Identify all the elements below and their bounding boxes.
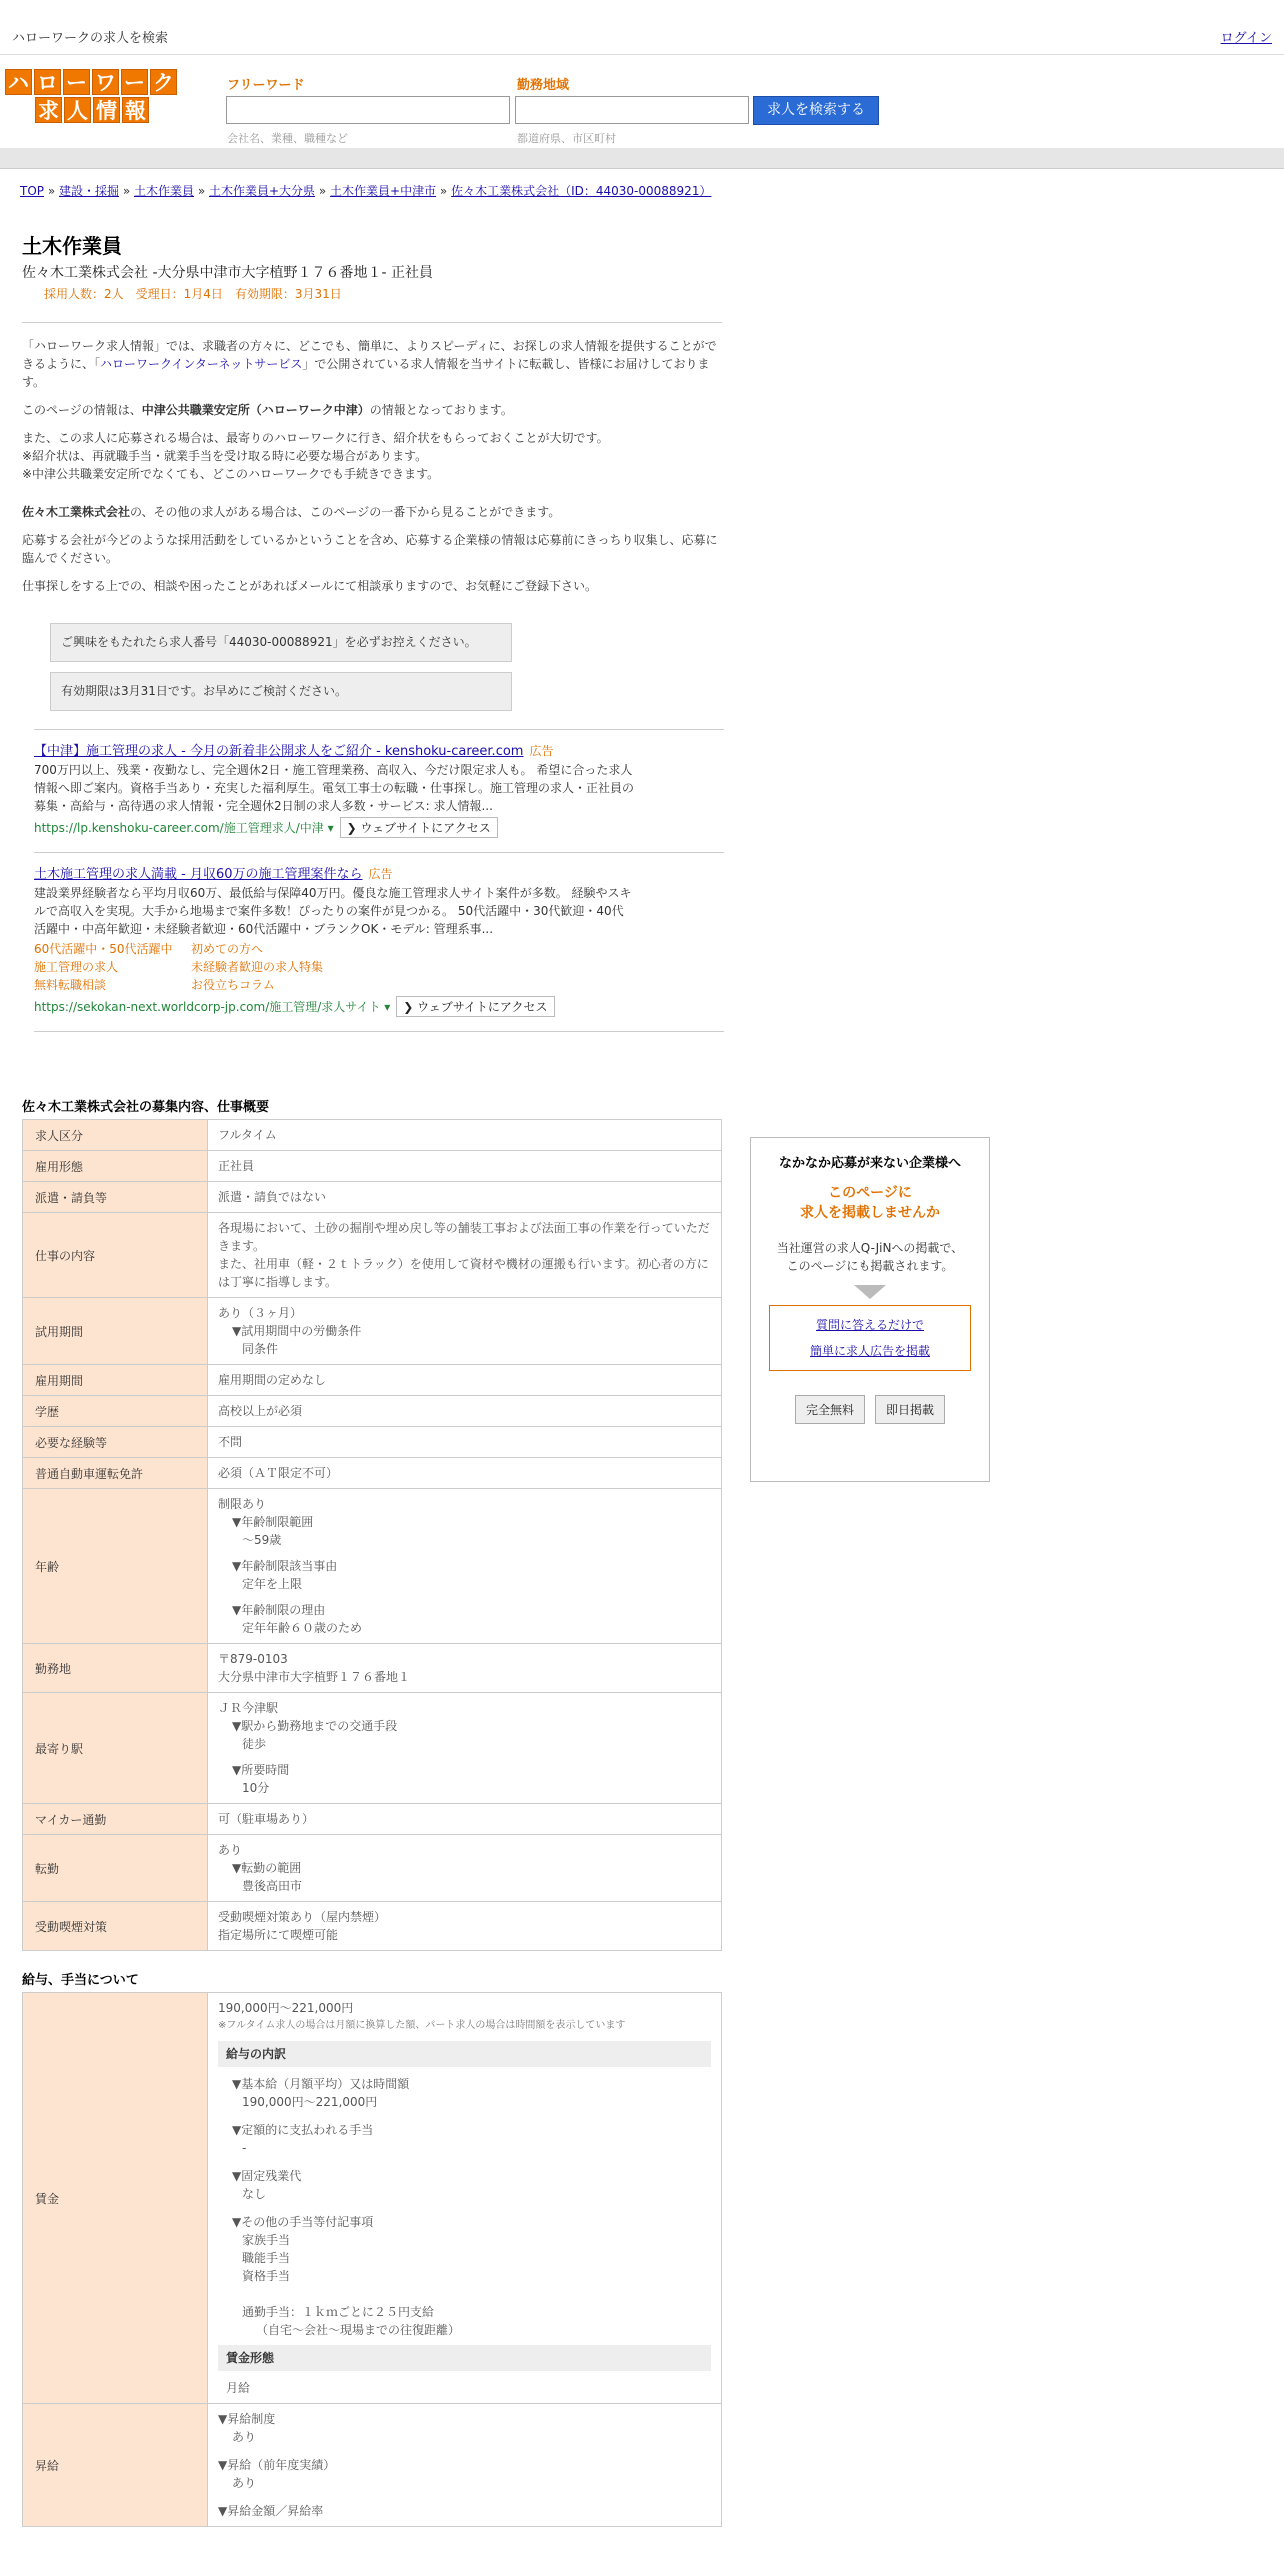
row-value	[208, 1835, 722, 1902]
logo-char: ロ	[34, 69, 61, 95]
intro-paragraph-2	[22, 401, 722, 419]
area-label: 勤務地域	[517, 78, 570, 93]
ad-url[interactable]: https://sekokan-next.worldcorp-jp.com/施工管理/求人サイト	[34, 1000, 381, 1014]
raise-line: あり	[232, 2476, 257, 2490]
base-value: 190,000円〜221,000円	[242, 2095, 378, 2109]
row-line: ▼年齢制限の理由	[232, 1603, 326, 1617]
ad-visit-button[interactable]: ❯ ウェブサイトにアクセス	[340, 817, 498, 838]
row-value	[208, 1151, 722, 1182]
deadline-note: 有効期限は3月31日です。お早めにご検討ください。	[50, 672, 512, 711]
intro-text: 」で公開されている求人情報を当サイトに転載し、皆様にお届けしております。	[22, 357, 710, 389]
intro-text: の情報となっております。	[369, 403, 513, 417]
row-line: 不問	[218, 1435, 243, 1449]
sidebox-text-line: このページにも掲載されます。	[786, 1259, 954, 1273]
table-row	[23, 1151, 722, 1182]
table-row	[23, 1213, 722, 1298]
table-row	[23, 1644, 722, 1693]
fixed-overtime-label: ▼固定残業代	[232, 2169, 302, 2183]
table-row	[23, 1458, 722, 1489]
row-line: ▼所要時間	[232, 1763, 290, 1777]
intro-text: このページの情報は、	[22, 403, 142, 417]
down-arrow-icon	[854, 1285, 886, 1299]
intro-paragraph-1	[22, 337, 722, 391]
row-value	[208, 1298, 722, 1365]
sidebox-text	[751, 1239, 989, 1275]
sidebox-text-line: 当社運営の求人Q-JiNへの掲載で、	[776, 1241, 964, 1255]
ad-title[interactable]: 【中津】施工管理の求人 - 今月の新着非公開求人をご紹介 - kenshoku-career.com	[34, 744, 524, 759]
intro-text: ※紹介状は、再就職手当・就業手当を受け取る時に必要な場合があります。	[22, 449, 428, 463]
intro-text: ※中津公共職業安定所でなくても、どこのハローワークでも手続きできます。	[22, 467, 440, 481]
job-subtitle: 佐々木工業株式会社 -大分県中津市大字植野１７６番地１- 正社員	[22, 265, 434, 281]
row-label: 仕事の内容	[23, 1213, 208, 1298]
table-row	[23, 2404, 722, 2527]
raise-line: ▼昇給制度	[218, 2412, 276, 2426]
row-label: 必要な経験等	[23, 1427, 208, 1458]
top-bar	[0, 0, 1284, 55]
sidebox-catch-line: このページに	[828, 1185, 912, 1201]
row-line: 定年を上限	[242, 1577, 303, 1591]
ad-url[interactable]: https://lp.kenshoku-career.com/施工管理求人/中津	[34, 821, 324, 835]
overview-title: 佐々木工業株式会社の募集内容、仕事概要	[22, 1100, 270, 1115]
intro-paragraph-4	[22, 503, 722, 521]
logo-char: ワ	[92, 69, 119, 95]
row-label: 転勤	[23, 1835, 208, 1902]
row-line: 指定場所にて喫煙可能	[218, 1928, 339, 1942]
site-title: ハローワークの求人を検索	[12, 31, 169, 46]
logo-char: ー	[121, 69, 148, 95]
row-label: 試用期間	[23, 1298, 208, 1365]
intro-text: の、その他の求人がある場合は、このページの一番下から見ることができます。	[130, 505, 561, 519]
row-value	[208, 1182, 722, 1213]
breadcrumb-category[interactable]: 建設・採掘	[59, 184, 120, 198]
fixed-allowance-value: -	[242, 2141, 247, 2155]
free-button[interactable]: 完全無料	[795, 1395, 865, 1424]
hellowork-logo[interactable]	[5, 69, 179, 125]
sidebox-link[interactable]: 簡単に求人広告を掲載	[809, 1344, 930, 1358]
ad-sitelink[interactable]: 60代活躍中・50代活躍中	[34, 942, 173, 956]
row-value	[208, 1120, 722, 1151]
row-line: 雇用期間の定めなし	[218, 1373, 327, 1387]
area-input[interactable]	[515, 96, 749, 124]
breadcrumb-job[interactable]: 土木作業員	[134, 184, 195, 198]
row-value	[208, 1644, 722, 1693]
fixed-allowance-label: ▼定額的に支払われる手当	[232, 2123, 374, 2137]
row-value	[208, 1804, 722, 1835]
logo-char: 情	[93, 97, 120, 123]
breadcrumb: TOP » 建設・採掘 » 土木作業員 » 土木作業員+大分県 » 土木作業員+中津市 » 佐々木工業株式会社（ID：44030-00088921）	[20, 184, 712, 198]
logo-char: ク	[150, 69, 177, 95]
job-meta: 採用人数：2人 受理日：1月4日 有効期限：3月31日	[44, 287, 342, 301]
table-row	[23, 1396, 722, 1427]
sidebox-links	[769, 1305, 971, 1371]
header-divider	[0, 148, 1284, 169]
row-value	[208, 1213, 722, 1298]
intro-paragraph-3	[22, 429, 722, 483]
ad-tag: 広告	[529, 744, 554, 758]
table-row	[23, 1120, 722, 1151]
row-line: 同条件	[242, 1342, 279, 1356]
breakdown-title: 給与の内訳	[218, 2041, 711, 2067]
base-label: ▼基本給（月額平均）又は時間額	[232, 2077, 410, 2091]
table-row	[23, 1427, 722, 1458]
free-word-label: フリーワード	[227, 78, 305, 93]
table-row	[23, 1804, 722, 1835]
row-line: 必須（ＡＴ限定不可）	[218, 1466, 339, 1480]
row-label: 求人区分	[23, 1120, 208, 1151]
row-value	[208, 1993, 722, 2404]
ad-tag: 広告	[368, 867, 393, 881]
login-link[interactable]: ログイン	[1220, 31, 1272, 46]
row-line: 各現場において、土砂の掘削や埋め戻し等の舗装工事および法面工事の作業を行っていただきます。	[218, 1221, 710, 1253]
raise-line: あり	[232, 2430, 257, 2444]
other-allowance-item: 家族手当	[242, 2233, 291, 2247]
breadcrumb-top[interactable]: TOP	[20, 184, 45, 198]
row-line: フルタイム	[218, 1128, 277, 1142]
ad-body: 700万円以上、残業・夜勤なし、完全週休2日・施工管理業務、高収入、今だけ限定求人も。 希望に合った求人情報へ即ご案内。資格手当あり・充実した福利厚生。電気工事士の転職・仕事探し。施工管理の求人・正社員の募集・高給与・高待遇の求人情報・完全週休2日制の求人多数・サービス: 求人情報...	[34, 763, 635, 813]
table-row	[23, 1365, 722, 1396]
row-line: 大分県中津市大字植野１７６番地１	[218, 1670, 411, 1684]
row-line: 10分	[242, 1781, 270, 1795]
ad-body: 建設業界経験者なら平均月収60万、最低給与保障40万円。優良な施工管理求人サイト案件が多数。 経験やスキルで高収入を実現。大手から地場まで案件多数！ぴったりの案件が見つかる。 50代活躍中・30代歓迎・40代活躍中・中高年歓迎・未経験者歓迎・60代活躍中・ブランクOK・モデル: 管理系事...	[34, 886, 632, 936]
row-label: マイカー通勤	[23, 1804, 208, 1835]
row-label: 昇給	[23, 2404, 208, 2527]
salary-table	[22, 1992, 722, 2527]
row-label: 年齢	[23, 1489, 208, 1644]
row-line: あり（３ヶ月）	[218, 1306, 303, 1320]
row-label: 受動喫煙対策	[23, 1902, 208, 1951]
table-row	[23, 1489, 722, 1644]
ad-sitelink[interactable]: 施工管理の求人	[34, 960, 119, 974]
table-row	[23, 1993, 722, 2404]
row-line: また、社用車（軽・２ｔトラック）を使用して資材や機材の運搬も行います。初心者の方には丁寧に指導します。	[218, 1257, 709, 1289]
logo-char: 求	[35, 97, 62, 123]
row-label: 雇用期間	[23, 1365, 208, 1396]
area-hint: 都道府県、市区町村	[517, 132, 616, 145]
raise-line: ▼昇給（前年度実績）	[218, 2458, 336, 2472]
ad-visit-button[interactable]: ❯ ウェブサイトにアクセス	[396, 996, 554, 1017]
breadcrumb-company[interactable]: 佐々木工業株式会社（ID：44030-00088921）	[451, 184, 712, 198]
logo-char: ー	[63, 69, 90, 95]
row-label: 派遣・請負等	[23, 1182, 208, 1213]
row-line: 可（駐車場あり）	[218, 1812, 315, 1826]
ad-sitelink[interactable]: 無料転職相談	[34, 978, 107, 992]
row-line: 制限あり	[218, 1497, 267, 1511]
row-line: ▼年齢制限範囲	[232, 1515, 314, 1529]
row-line: ▼年齢制限該当事由	[232, 1559, 338, 1573]
main-content	[22, 230, 722, 2527]
row-line: 〒879-0103	[218, 1652, 288, 1666]
row-label: 勤務地	[23, 1644, 208, 1693]
divider	[22, 322, 722, 323]
row-value	[208, 1902, 722, 1951]
intro-text: また、この求人に応募される場合は、最寄りのハローワークに行き、紹介状をもらっておくことが大切です。	[22, 431, 609, 445]
table-row	[23, 1693, 722, 1804]
other-allowance-item: 資格手当	[242, 2269, 291, 2283]
free-word-input[interactable]	[226, 96, 510, 124]
wage-note: ※フルタイム求人の場合は月額に換算した額、パート求人の場合は時間額を表示しています	[218, 2020, 626, 2031]
wage-form-title: 賃金形態	[218, 2345, 711, 2371]
wage-form-value: 月給	[226, 2381, 251, 2395]
table-row	[23, 1298, 722, 1365]
job-title: 土木作業員	[22, 234, 122, 258]
row-label: 雇用形態	[23, 1151, 208, 1182]
other-allowance-item: 職能手当	[242, 2251, 291, 2265]
row-line: 正社員	[218, 1159, 255, 1173]
advertise-sidebox	[750, 1137, 990, 1482]
row-line: ＪＲ今津駅	[218, 1701, 279, 1715]
logo-char: 報	[122, 97, 149, 123]
salary-title: 給与、手当について	[22, 1973, 139, 1988]
intro-text: 「ハローワーク求人情報」では、求職者の方々に、どこでも、簡単に、よりスピーディに、お探しの求人情報を提供することができるように、「	[22, 339, 717, 371]
ad-sitelinks	[34, 940, 724, 994]
commute-allowance: 通勤手当：１ｋｍごとに２５円支給	[242, 2305, 435, 2319]
row-value	[208, 1396, 722, 1427]
ad-sitelink[interactable]: お役立ちコラム	[191, 978, 275, 992]
row-label: 賃金	[23, 1993, 208, 2404]
breadcrumb-job-city[interactable]: 土木作業員+中津市	[330, 184, 437, 198]
table-row	[23, 1182, 722, 1213]
overview-table	[22, 1119, 722, 1951]
table-row	[23, 1902, 722, 1951]
table-row	[23, 1835, 722, 1902]
ad-visit-label: ウェブサイトにアクセス	[417, 1000, 548, 1014]
sidebox-catch-line: 求人を掲載しませんか	[800, 1205, 940, 1221]
raise-line: ▼昇給金額／昇給率	[218, 2504, 324, 2518]
row-line: 派遣・請負ではない	[218, 1190, 327, 1204]
row-line: ▼試用期間中の労働条件	[232, 1324, 362, 1338]
sidebox-link[interactable]: 質問に答えるだけで	[815, 1318, 924, 1332]
wage-range: 190,000円〜221,000円	[218, 2001, 354, 2015]
row-line: 豊後高田市	[242, 1879, 303, 1893]
row-value	[208, 1693, 722, 1804]
logo-char: ハ	[5, 69, 32, 95]
row-line: ▼駅から勤務地までの交通手段	[232, 1719, 398, 1733]
row-value	[208, 1458, 722, 1489]
ad-block: 土木施工管理の求人満載 - 月収60万の施工管理案件なら 広告 建設業界経験者なら平均月収60万、最低給与保障40万円。優良な施工管理求人サイト案件が多数。 経験やスキルで高収入を実現。大手から地場まで案件多数！ぴったりの案件が見つかる。 50代活躍中・30代歓迎・40代活躍中・中高年歓迎・未経験者歓迎・60代活躍中・ブランクOK・モデル: 管理系事... 60代活躍中・50代活躍中 初めての方へ 施工管理の求人 未経験者歓迎の求人特集 無料転職相談 お役立ちコラム https://sekokan-next.worldcorp-jp.com/施工管理/求人サイト ▾ ❯ ウェブサイトにアクセス	[34, 852, 724, 1031]
intro-paragraph-5: 応募する会社が今どのような採用活動をしているかということを含め、応募する企業様の情報は応募前にきっちり収集し、応募に臨んでください。	[22, 533, 718, 565]
sidebox-catch	[751, 1183, 989, 1223]
row-value	[208, 1365, 722, 1396]
hellowork-internet-link[interactable]: ハローワークインターネットサービス	[100, 357, 303, 371]
row-line: 受動喫煙対策あり（屋内禁煙）	[218, 1910, 387, 1924]
intro-paragraph-6: 仕事探しをする上での、相談や困ったことがあればメールにて相談承りますので、お気軽にご登録下さい。	[22, 579, 598, 593]
row-line: ▼転勤の範囲	[232, 1861, 302, 1875]
row-value	[208, 2404, 722, 2527]
ad-block: 【中津】施工管理の求人 - 今月の新着非公開求人をご紹介 - kenshoku-career.com 広告 700万円以上、残業・夜勤なし、完全週休2日・施工管理業務、高収入、今だけ限定求人も。 希望に合った求人情報へ即ご案内。資格手当あり・充実した福利厚生。電気工事士の転職・仕事探し。施工管理の求人・正社員の募集・高給与・高待遇の求人情報・完全週休2日制の求人多数・サービス: 求人情報... https://lp.kenshoku-career.com/施工管理求人/中津 ▾ ❯ ウェブサイトにアクセス	[34, 729, 724, 852]
row-label: 普通自動車運転免許	[23, 1458, 208, 1489]
ad-sitelink[interactable]: 未経験者歓迎の求人特集	[191, 960, 324, 974]
logo-char: 人	[64, 97, 91, 123]
row-line: 高校以上が必須	[218, 1404, 303, 1418]
ad-sitelink[interactable]: 初めての方へ	[191, 942, 264, 956]
row-value	[208, 1489, 722, 1644]
fixed-overtime-value: なし	[242, 2187, 267, 2201]
ad-title[interactable]: 土木施工管理の求人満載 - 月収60万の施工管理案件なら	[34, 867, 363, 882]
commute-allowance-note: （自宅～会社～現場までの往復距離）	[256, 2323, 461, 2337]
breadcrumb-job-pref[interactable]: 土木作業員+大分県	[209, 184, 316, 198]
other-allowance-label: ▼その他の手当等付記事項	[232, 2215, 374, 2229]
ad-visit-label: ウェブサイトにアクセス	[360, 821, 491, 835]
job-number-note: ご興味をもたれたら求人番号「44030-00088921」を必ずお控えください。	[50, 623, 512, 662]
row-label: 学歴	[23, 1396, 208, 1427]
same-day-button[interactable]: 即日掲載	[875, 1395, 945, 1424]
row-line: 〜59歳	[242, 1533, 282, 1547]
company-name: 佐々木工業株式会社	[22, 505, 131, 519]
free-word-hint: 会社名、業種、職種など	[227, 132, 348, 145]
row-label: 最寄り駅	[23, 1693, 208, 1804]
row-line: 徒歩	[242, 1737, 267, 1751]
row-value	[208, 1427, 722, 1458]
sidebox-heading: なかなか応募が来ない企業様へ	[778, 1156, 961, 1171]
search-button[interactable]: 求人を検索する	[753, 96, 879, 125]
row-line: 定年年齢６０歳のため	[242, 1621, 363, 1635]
row-line: あり	[218, 1843, 243, 1857]
office-name: 中津公共職業安定所（ハローワーク中津）	[141, 403, 370, 417]
